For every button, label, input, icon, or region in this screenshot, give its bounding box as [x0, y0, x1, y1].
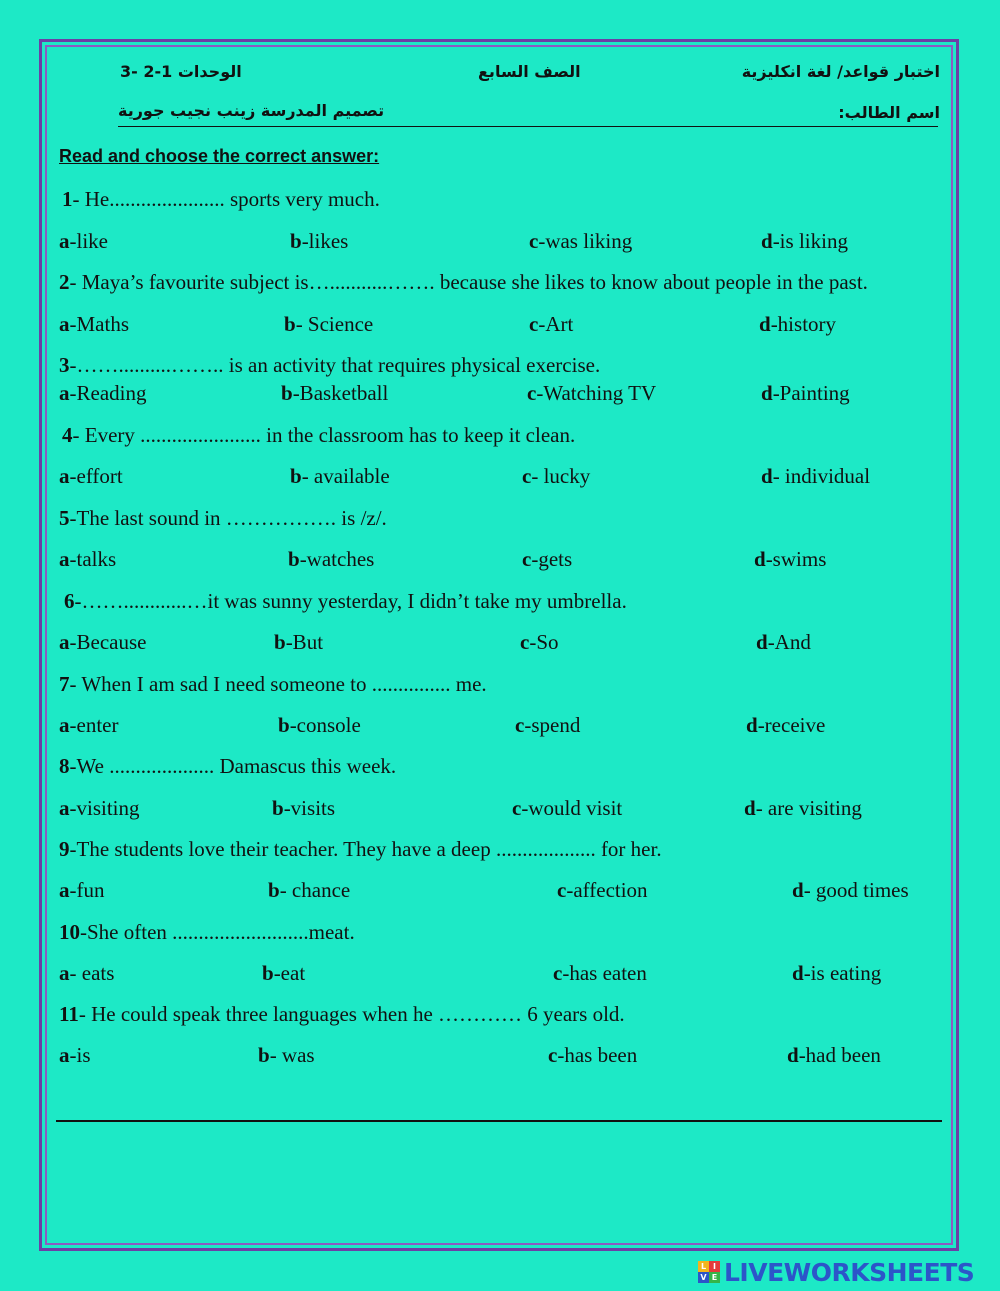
option-text: - chance [279, 878, 351, 902]
question-10-option-a[interactable] [59, 961, 114, 986]
question-11-option-c[interactable] [548, 1043, 637, 1068]
option-text: - good times [803, 878, 909, 902]
question-7-option-c[interactable] [515, 713, 580, 738]
option-letter: a [59, 312, 70, 336]
question-11-option-b[interactable] [258, 1043, 315, 1068]
question-2-option-c[interactable] [529, 312, 573, 337]
question-text: -……............…it was sunny yesterday, I didn’t take my umbrella. [74, 589, 627, 613]
question-10-option-d[interactable] [792, 961, 881, 986]
question-number: 7 [59, 672, 70, 696]
option-letter: c [548, 1043, 558, 1067]
question-9-option-d[interactable] [792, 878, 909, 903]
option-letter: b [268, 878, 280, 902]
option-text: -history [770, 312, 837, 336]
option-text: -eat [273, 961, 306, 985]
option-letter: a [59, 547, 70, 571]
question-10 [59, 920, 355, 945]
option-letter: a [59, 381, 70, 405]
question-text: - He...................... sports very much. [72, 187, 380, 211]
question-9-option-b[interactable] [268, 878, 350, 903]
option-text: -Because [69, 630, 147, 654]
option-text: -like [69, 229, 108, 253]
option-letter: c [520, 630, 530, 654]
option-letter: a [59, 464, 70, 488]
option-letter: d [756, 630, 768, 654]
option-text: -likes [301, 229, 349, 253]
option-text: - was [269, 1043, 315, 1067]
option-letter: d [746, 713, 758, 737]
designer-credit: تصميم المدرسة زينب نجيب جورية [118, 101, 385, 120]
liveworksheets-logo-icon: L I V E [698, 1261, 720, 1283]
option-letter: a [59, 229, 70, 253]
question-5-option-c[interactable] [522, 547, 572, 572]
question-6-option-a[interactable] [59, 630, 146, 655]
option-letter: b [262, 961, 274, 985]
question-2-option-a[interactable] [59, 312, 129, 337]
question-7 [59, 672, 487, 697]
question-4-option-c[interactable] [522, 464, 590, 489]
question-4-option-a[interactable] [59, 464, 123, 489]
question-text: -The last sound in ……………. is /z/. [69, 506, 387, 530]
option-letter: b [290, 229, 302, 253]
question-4 [62, 423, 575, 448]
question-1-option-b[interactable] [290, 229, 348, 254]
question-1-option-d[interactable] [761, 229, 848, 254]
option-text: -receive [757, 713, 826, 737]
option-text: -console [289, 713, 361, 737]
option-text: -visiting [69, 796, 140, 820]
question-10-option-b[interactable] [262, 961, 305, 986]
units-label: الوحدات 1-2 -3 [120, 62, 242, 81]
option-letter: b [272, 796, 284, 820]
option-text: -Basketball [292, 381, 389, 405]
question-4-option-d[interactable] [761, 464, 870, 489]
question-number: 1 [62, 187, 73, 211]
question-text: - Maya’s favourite subject is…...........……. because she likes to know about people in the past. [69, 270, 868, 294]
option-text: - available [301, 464, 390, 488]
option-text: -But [285, 630, 324, 654]
option-text: -Maths [69, 312, 129, 336]
option-letter: b [281, 381, 293, 405]
question-text: - He could speak three languages when he ………… 6 years old. [78, 1002, 625, 1026]
question-7-option-a[interactable] [59, 713, 118, 738]
option-text: -affection [566, 878, 648, 902]
option-text: -gets [531, 547, 573, 571]
option-text: -enter [69, 713, 119, 737]
question-text: -……..........…….. is an activity that requires physical exercise. [69, 353, 601, 377]
question-number: 10 [59, 920, 80, 944]
question-number: 3 [59, 353, 70, 377]
option-letter: d [754, 547, 766, 571]
option-text: -Painting [772, 381, 850, 405]
question-3-option-a[interactable] [59, 381, 146, 406]
question-number: 6 [64, 589, 75, 613]
option-text: -is liking [772, 229, 848, 253]
question-text: -The students love their teacher. They have a deep ................... for her. [69, 837, 662, 861]
option-letter: b [258, 1043, 270, 1067]
test-title: اختبار قواعد/ لغة انكليزية [741, 62, 940, 81]
option-letter: a [59, 630, 70, 654]
option-letter: d [761, 464, 773, 488]
question-4-option-b[interactable] [290, 464, 390, 489]
question-9-option-a[interactable] [59, 878, 105, 903]
option-text: -So [529, 630, 559, 654]
option-text: -is eating [803, 961, 882, 985]
option-text: - individual [772, 464, 871, 488]
option-letter: a [59, 961, 70, 985]
question-1-option-a[interactable] [59, 229, 108, 254]
question-5-option-d[interactable] [754, 547, 826, 572]
question-6 [64, 589, 627, 614]
question-number: 11 [59, 1002, 79, 1026]
question-2 [59, 270, 868, 295]
student-name-label: اسم الطالب: [838, 103, 940, 122]
question-8 [59, 754, 396, 779]
brand-footer [698, 1258, 974, 1286]
question-1-option-c[interactable] [529, 229, 632, 254]
question-11-option-d[interactable] [787, 1043, 881, 1068]
option-letter: d [744, 796, 756, 820]
question-10-option-c[interactable] [553, 961, 647, 986]
question-text: - When I am sad I need someone to ............... me. [69, 672, 487, 696]
option-letter: c [522, 464, 532, 488]
question-11 [59, 1002, 625, 1027]
question-number: 2 [59, 270, 70, 294]
question-5-option-a[interactable] [59, 547, 116, 572]
option-text: -swims [765, 547, 827, 571]
option-text: -would visit [521, 796, 623, 820]
question-5-option-b[interactable] [288, 547, 374, 572]
option-text: -fun [69, 878, 105, 902]
instruction: Read and choose the correct answer: [59, 146, 380, 166]
option-letter: b [284, 312, 296, 336]
option-letter: c [515, 713, 525, 737]
question-6-option-c[interactable] [520, 630, 559, 655]
option-text: -has been [557, 1043, 638, 1067]
question-7-option-d[interactable] [746, 713, 825, 738]
question-6-option-d[interactable] [756, 630, 811, 655]
grade-label: الصف السابع [478, 62, 581, 81]
question-3 [59, 353, 600, 378]
option-letter: b [274, 630, 286, 654]
option-letter: a [59, 796, 70, 820]
question-3-option-d[interactable] [761, 381, 850, 406]
question-8-option-d[interactable] [744, 796, 862, 821]
option-text: -Reading [69, 381, 147, 405]
option-letter: c [529, 312, 539, 336]
question-text: -She often ..........................meat. [80, 920, 355, 944]
option-text: -And [767, 630, 811, 654]
question-6-option-b[interactable] [274, 630, 323, 655]
option-letter: c [557, 878, 567, 902]
option-letter: a [59, 1043, 70, 1067]
option-text: -Art [538, 312, 574, 336]
option-letter: d [792, 961, 804, 985]
question-5 [59, 506, 387, 531]
question-2-option-d[interactable] [759, 312, 836, 337]
question-number: 5 [59, 506, 70, 530]
option-text: -watches [299, 547, 375, 571]
option-text: - Science [295, 312, 374, 336]
option-text: -effort [69, 464, 123, 488]
option-letter: d [787, 1043, 799, 1067]
option-text: -had been [798, 1043, 881, 1067]
header-underline [118, 126, 938, 127]
option-letter: c [527, 381, 537, 405]
option-letter: b [278, 713, 290, 737]
option-text: - eats [69, 961, 115, 985]
question-3-option-b[interactable] [281, 381, 388, 406]
option-letter: d [761, 381, 773, 405]
question-text: -We .................... Damascus this week. [69, 754, 397, 778]
question-text: - Every ....................... in the classroom has to keep it clean. [72, 423, 576, 447]
question-9 [59, 837, 662, 862]
question-8-option-b[interactable] [272, 796, 335, 821]
brand-name: LIVEWORKSHEETS [724, 1257, 975, 1287]
option-letter: d [759, 312, 771, 336]
question-number: 4 [62, 423, 73, 447]
question-8-option-a[interactable] [59, 796, 140, 821]
option-letter: c [553, 961, 563, 985]
question-11-option-a[interactable] [59, 1043, 91, 1068]
bottom-divider [56, 1120, 942, 1122]
option-letter: a [59, 713, 70, 737]
option-text: - lucky [531, 464, 591, 488]
question-number: 9 [59, 837, 70, 861]
option-text: - are visiting [755, 796, 862, 820]
option-letter: c [529, 229, 539, 253]
question-2-option-b[interactable] [284, 312, 373, 337]
question-8-option-c[interactable] [512, 796, 622, 821]
option-letter: c [522, 547, 532, 571]
option-text: -talks [69, 547, 117, 571]
question-7-option-b[interactable] [278, 713, 361, 738]
option-letter: d [792, 878, 804, 902]
question-9-option-c[interactable] [557, 878, 648, 903]
option-text: -was liking [538, 229, 633, 253]
option-text: -spend [524, 713, 581, 737]
question-1 [62, 187, 380, 212]
option-text: -visits [283, 796, 336, 820]
option-letter: d [761, 229, 773, 253]
option-letter: b [288, 547, 300, 571]
option-text: -has eaten [562, 961, 647, 985]
question-3-option-c[interactable] [527, 381, 656, 406]
option-text: -is [69, 1043, 91, 1067]
option-letter: c [512, 796, 522, 820]
option-text: -Watching TV [536, 381, 657, 405]
option-letter: a [59, 878, 70, 902]
option-letter: b [290, 464, 302, 488]
question-number: 8 [59, 754, 70, 778]
